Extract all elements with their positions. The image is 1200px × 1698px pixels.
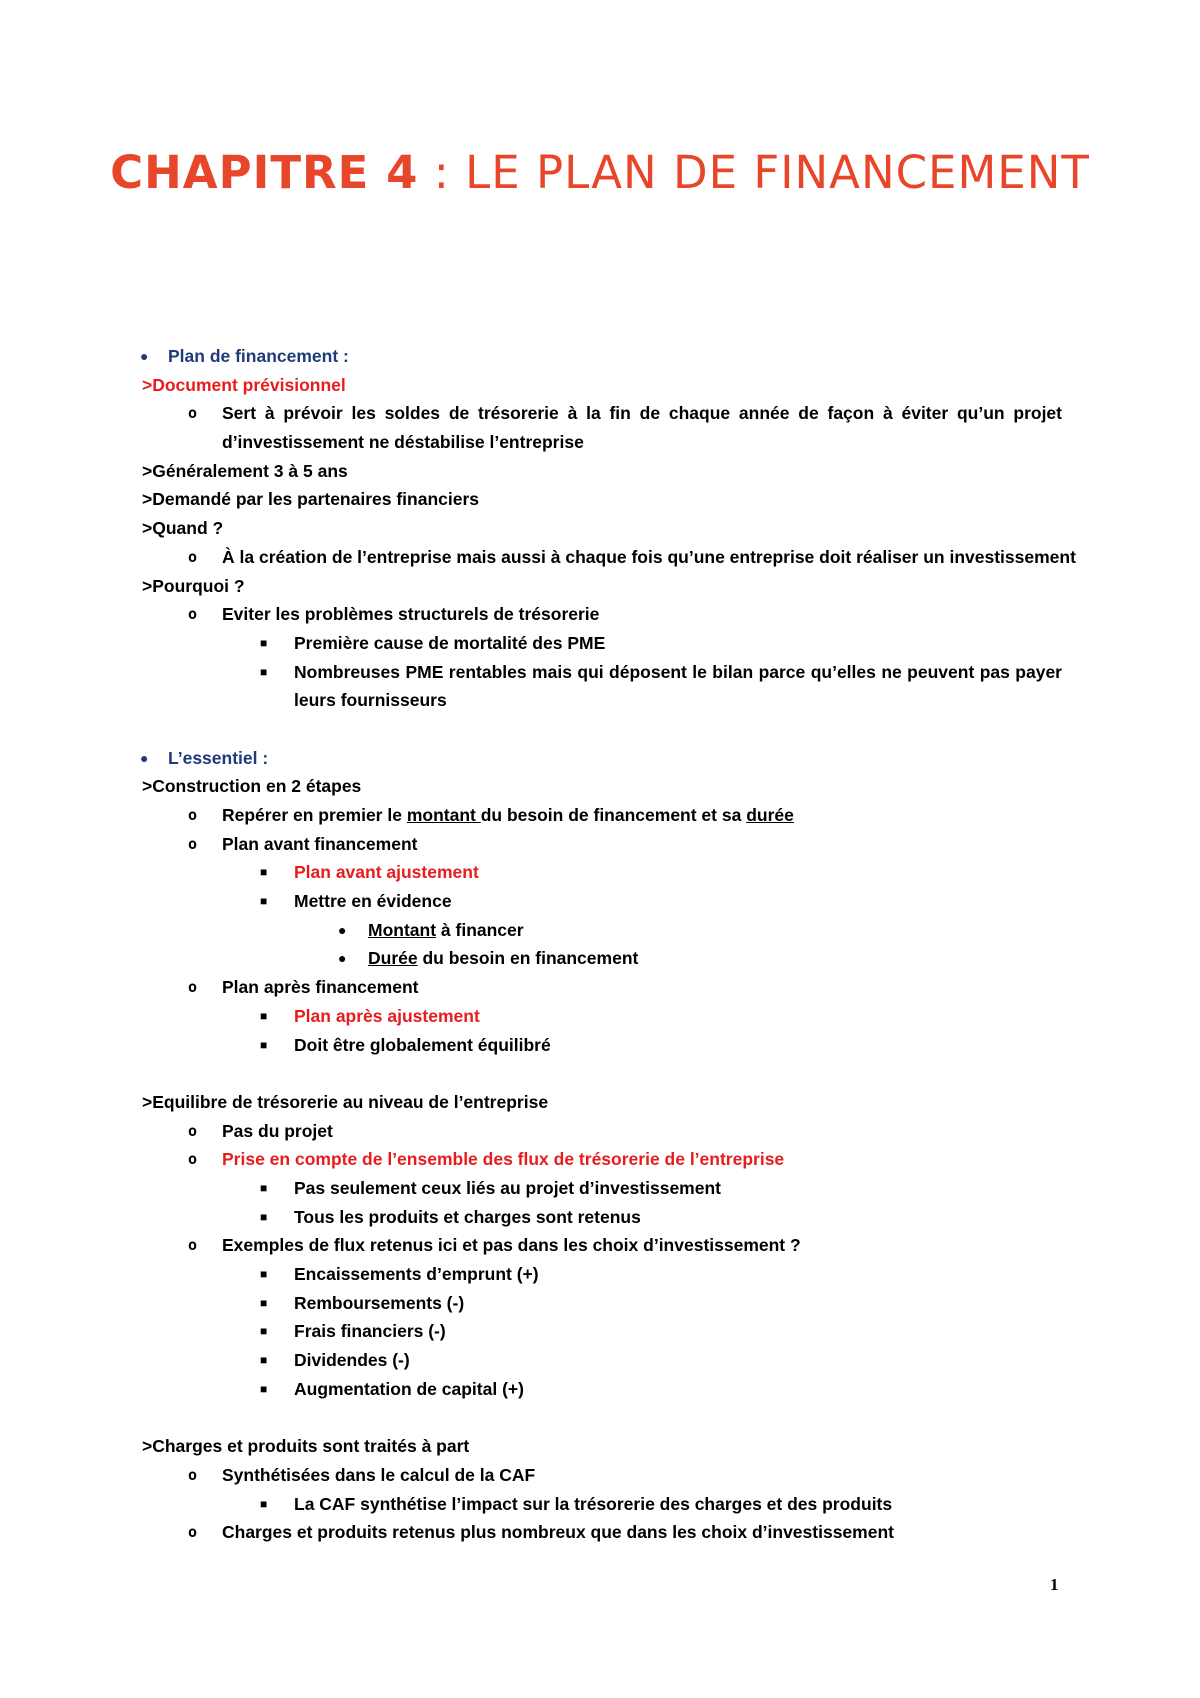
square-bullet-icon: ■ [260, 1180, 268, 1195]
list-item-doit: ■ Doit être globalement équilibré [142, 1031, 1062, 1060]
list-item-pas-projet: o Pas du projet [142, 1117, 1062, 1146]
list-item-plan-avant: o Plan avant financement [142, 830, 1062, 859]
list-item-caf: ■ La CAF synthétise l’impact sur la trésorerie des charges et des produits [142, 1490, 1062, 1519]
square-bullet-icon: ■ [260, 1324, 268, 1339]
list-item-reperer: o Repérer en premier le montant du besoin de financement et sa durée [142, 801, 1062, 830]
charges: >Charges et produits sont traités à part [142, 1436, 470, 1457]
square-bullet-icon: ■ [260, 894, 268, 909]
list-item-sert: o Sert à prévoir les soldes de trésorerie à la fin de chaque année de façon à éviter qu’un projet d’investissement ne déstabilise l’entreprise [142, 399, 1062, 456]
bullet-icon: ● [140, 348, 149, 364]
list-item-montant: ● Montant à financer [142, 916, 1062, 945]
spacer [142, 1403, 1062, 1432]
circle-bullet-icon: o [188, 605, 198, 624]
list-item-nombreuses: ■ Nombreuses PME rentables mais qui déposent le bilan parce qu’elles ne peuvent pas payer leurs fournisseurs [142, 658, 1062, 715]
square-bullet-icon: ■ [260, 1267, 268, 1282]
chapter-title [0, 140, 1200, 206]
spacer [142, 715, 1062, 744]
list-item-flux: ■ Dividendes (-) [142, 1346, 1062, 1375]
list-item-flux: ■ Remboursements (-) [142, 1289, 1062, 1318]
list-item-flux: ■ Encaissements d’emprunt (+) [142, 1260, 1062, 1289]
page-number: 1 [1050, 1575, 1059, 1594]
document-previsionnel: >Document prévisionnel [142, 374, 346, 395]
demande: >Demandé par les partenaires financiers [142, 489, 480, 510]
list-item-duree: ● Durée du besoin en financement [142, 944, 1062, 973]
square-bullet-icon: ■ [260, 1209, 268, 1224]
square-bullet-icon: ■ [260, 1037, 268, 1052]
document-body [140, 342, 1076, 1547]
list-item-tous: ■ Tous les produits et charges sont retenus [142, 1203, 1062, 1232]
circle-bullet-icon: o [188, 404, 198, 423]
chapter-title-rest: : LE PLAN DE FINANCEMENT [418, 146, 1090, 199]
section-heading-plan: ● Plan de financement : [142, 342, 1062, 371]
circle-bullet-icon: o [188, 1465, 198, 1484]
list-item-flux: ■ Augmentation de capital (+) [142, 1375, 1062, 1404]
section-heading-essentiel: ● L’essentiel : [142, 744, 1062, 773]
pourquoi: >Pourquoi ? [142, 575, 245, 596]
list-item-retenus: o Charges et produits retenus plus nombreux que dans les choix d’investissement [142, 1518, 1062, 1547]
spacer [142, 1059, 1062, 1088]
circle-bullet-icon: o [188, 978, 198, 997]
circle-bullet-icon: o [188, 1523, 198, 1542]
dot-bullet-icon: ● [338, 950, 347, 967]
list-item-pas-seulement: ■ Pas seulement ceux liés au projet d’investissement [142, 1174, 1062, 1203]
list-item-eviter: o Eviter les problèmes structurels de trésorerie [142, 600, 1062, 629]
circle-bullet-icon: o [188, 806, 198, 825]
generalement: >Généralement 3 à 5 ans [142, 460, 348, 481]
square-bullet-icon: ■ [260, 1381, 268, 1396]
square-bullet-icon: ■ [260, 1496, 268, 1511]
list-item-quand: o À la création de l’entreprise mais aussi à chaque fois qu’une entreprise doit réaliser un investissement [142, 543, 1062, 572]
square-bullet-icon: ■ [260, 664, 268, 679]
square-bullet-icon: ■ [260, 1353, 268, 1368]
list-item-plan-avant-ajustement: ■ Plan avant ajustement [142, 858, 1062, 887]
dot-bullet-icon: ● [338, 921, 347, 938]
list-item-plan-apres-ajustement: ■ Plan après ajustement [142, 1002, 1062, 1031]
list-item-premiere: ■ Première cause de mortalité des PME [142, 629, 1062, 658]
equilibre: >Equilibre de trésorerie au niveau de l’entreprise [142, 1091, 549, 1112]
list-item-plan-apres: o Plan après financement [142, 973, 1062, 1002]
bullet-icon: ● [140, 749, 149, 766]
list-item-exemples: o Exemples de flux retenus ici et pas dans les choix d’investissement ? [142, 1231, 1062, 1260]
quand: >Quand ? [142, 518, 224, 539]
construction: >Construction en 2 étapes [142, 776, 362, 797]
circle-bullet-icon: o [188, 1121, 198, 1140]
list-item-prise: o Prise en compte de l’ensemble des flux de trésorerie de l’entreprise [142, 1145, 1062, 1174]
list-item-synth: o Synthétisées dans le calcul de la CAF [142, 1461, 1062, 1490]
circle-bullet-icon: o [188, 1150, 198, 1169]
square-bullet-icon: ■ [260, 1295, 268, 1310]
square-bullet-icon: ■ [260, 865, 268, 880]
list-item-flux: ■ Frais financiers (-) [142, 1317, 1062, 1346]
circle-bullet-icon: o [188, 1236, 198, 1255]
list-item-mettre: ■ Mettre en évidence [142, 887, 1062, 916]
square-bullet-icon: ■ [260, 635, 268, 650]
chapter-title-bold: CHAPITRE 4 [110, 146, 419, 199]
square-bullet-icon: ■ [260, 1008, 268, 1023]
circle-bullet-icon: o [188, 834, 198, 853]
circle-bullet-icon: o [188, 547, 198, 566]
